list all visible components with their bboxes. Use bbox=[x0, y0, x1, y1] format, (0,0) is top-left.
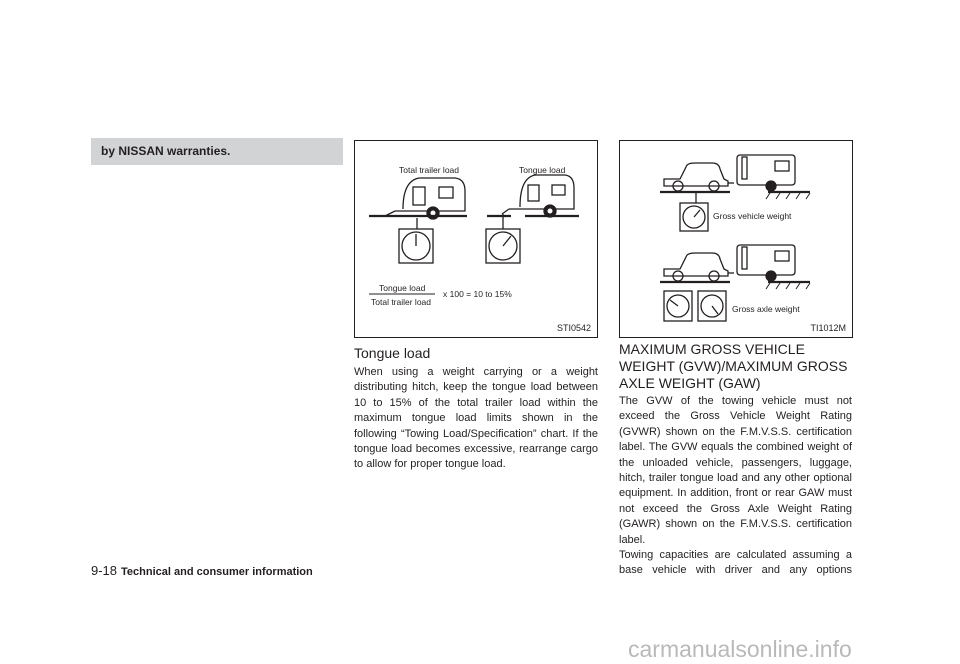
figure-code: STI0542 bbox=[556, 323, 591, 333]
tongue-load-body: When using a weight carrying or a weight distributing hitch, keep the tongue load between 10 to 15% of the total trailer load within the maximum tongue load limits shown in the following “Towing Load/Specification” chart. If the tongue load becomes excessive, rearrange cargo to allow for proper tongue load. bbox=[354, 366, 598, 471]
formula-result: x 100 = 10 to 15% bbox=[443, 289, 512, 299]
towing-capacity-paragraph: Towing capacities are calculated assuming a base vehicle with driver and any options bbox=[619, 549, 852, 577]
warranty-box bbox=[91, 138, 343, 165]
formula-denominator: Total trailer load bbox=[371, 297, 432, 307]
tongue-load-title: Tongue load bbox=[354, 345, 431, 361]
gvw-body-paragraph: The GVW of the towing vehicle must not exceed the Gross Vehicle Weight Rating (GVWR) shown on the F.M.V.S.S. certification label. The GVW equals the combined weight of the unloaded vehicle, passengers, luggage, hitch, trailer tongue load and any other optional equipment. In addition, front or rear GAW must not exceed the Gross Axle Weight Rating (GAWR) shown on the F.M.V.S.S. certification label. bbox=[619, 395, 852, 546]
tongue-load-figure bbox=[354, 140, 598, 338]
gvw-title: MAXIMUM GROSS VEHICLE WEIGHT (GVW)/MAXIMUM GROSS AXLE WEIGHT (GAW) bbox=[619, 341, 848, 391]
page-number: 9-18 bbox=[91, 563, 118, 578]
watermark: carmanualsonline.info bbox=[628, 636, 852, 662]
warranty-box-text: by NISSAN warranties. bbox=[101, 144, 231, 158]
gvw-figure bbox=[619, 140, 853, 338]
page-footer bbox=[91, 563, 313, 578]
gross-axle-weight-label: Gross axle weight bbox=[732, 304, 800, 314]
gross-vehicle-weight-label: Gross vehicle weight bbox=[713, 211, 792, 221]
formula-numerator: Tongue load bbox=[379, 283, 426, 293]
total-trailer-load-label: Total trailer load bbox=[399, 165, 460, 175]
figure-code: TI1012M bbox=[810, 323, 846, 333]
tongue-load-label: Tongue load bbox=[519, 165, 566, 175]
section-name: Technical and consumer information bbox=[121, 566, 313, 578]
